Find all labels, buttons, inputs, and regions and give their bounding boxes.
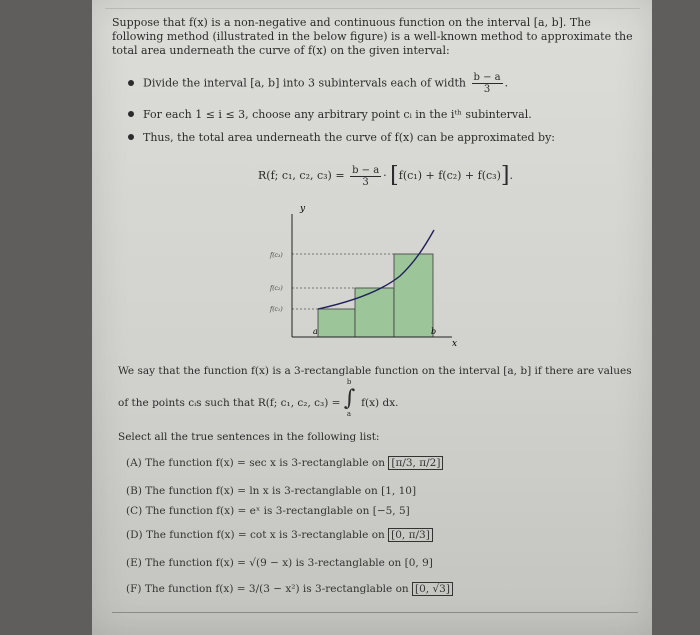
rectangle-3 (394, 254, 433, 337)
definition-line-1: We say that the function f(x) is a 3-rectanglable function on the interval [a, b] if there are values (118, 365, 632, 377)
option-c-interval: [−5, 5] (372, 505, 410, 517)
option-d[interactable]: (D) The function f(x) = cot x is 3-rectanglable on [0, π/3] (126, 528, 433, 542)
option-d-interval: [0, π/3] (388, 528, 433, 542)
width-fraction: $\frac{b - a}{3}$ (473, 72, 501, 95)
formula-fraction: $\frac{b - a}{3}$ (352, 164, 380, 188)
x-axis-label: x (452, 339, 458, 349)
option-e-interval: [0, 9] (404, 557, 433, 569)
definition-text: of the points cᵢs such that R(f; c₁, c₂, c₃) = (118, 397, 341, 409)
option-a-interval: [π/3, π/2] (388, 456, 443, 470)
label-f-c3: f(c₃) (270, 252, 283, 259)
bullet-divide: Divide the interval [a, b] into 3 subintervals each of width $\frac{b - a}{3}$ . (128, 72, 508, 95)
label-a: a (313, 327, 318, 336)
rectangle-1 (318, 309, 355, 337)
label-f-c1: f(c₁) (270, 306, 283, 313)
select-prompt: Select all the true sentences in the following list: (118, 431, 380, 443)
option-b[interactable]: (B) The function f(x) = ln x is 3-rectanglable on [1, 10] (126, 485, 417, 497)
option-b-interval: [1, 10] (381, 485, 417, 497)
option-a[interactable]: (A) The function f(x) = sec x is 3-rectanglable on [π/3, π/2] (126, 456, 443, 470)
integrand: f(x) dx. (361, 397, 399, 409)
bullet-divide-text: Divide the interval [a, b] into 3 subintervals each of width (143, 76, 466, 90)
formula-rhs: f(c₁) + f(c₂) + f(c₃) (398, 169, 501, 182)
formula-lhs: R(f; c₁, c₂, c₃) = (258, 169, 345, 182)
option-f[interactable]: (F) The function f(x) = 3/(3 − x²) is 3-rectanglable on [0, √3] (126, 582, 453, 596)
integral-sign: b ∫ a (343, 378, 356, 418)
bottom-rule (112, 612, 638, 613)
option-e[interactable]: (E) The function f(x) = √(9 − x) is 3-rectanglable on [0, 9] (126, 557, 433, 569)
definition-line-2 (118, 378, 399, 418)
option-f-interval: [0, √3] (412, 582, 453, 596)
label-b: b (431, 327, 437, 336)
riemann-formula: R(f; c₁, c₂, c₃) = $\frac{b - a}{3}$ · [f(c₁) + f(c₂) + f(c₃)]. (258, 163, 513, 188)
intro-paragraph: Suppose that f(x) is a non-negative and continuous function on the interval [a, b]. The following method (illustrated in the below figure) is a well-known method to approximate the total area underneath the curve of f(x) on the given interval: (112, 16, 633, 57)
bullet-choose-text: For each 1 ≤ i ≤ 3, choose any arbitrary point cᵢ in the iᵗʰ subinterval. (143, 108, 532, 121)
y-axis-label: y (300, 204, 306, 214)
rectangle-2 (355, 288, 394, 337)
option-c[interactable]: (C) The function f(x) = eˣ is 3-rectanglable on [−5, 5] (126, 505, 410, 517)
bullet-thus-text: Thus, the total area underneath the curve of f(x) can be approximated by: (143, 131, 555, 144)
label-f-c2: f(c₂) (270, 285, 283, 292)
